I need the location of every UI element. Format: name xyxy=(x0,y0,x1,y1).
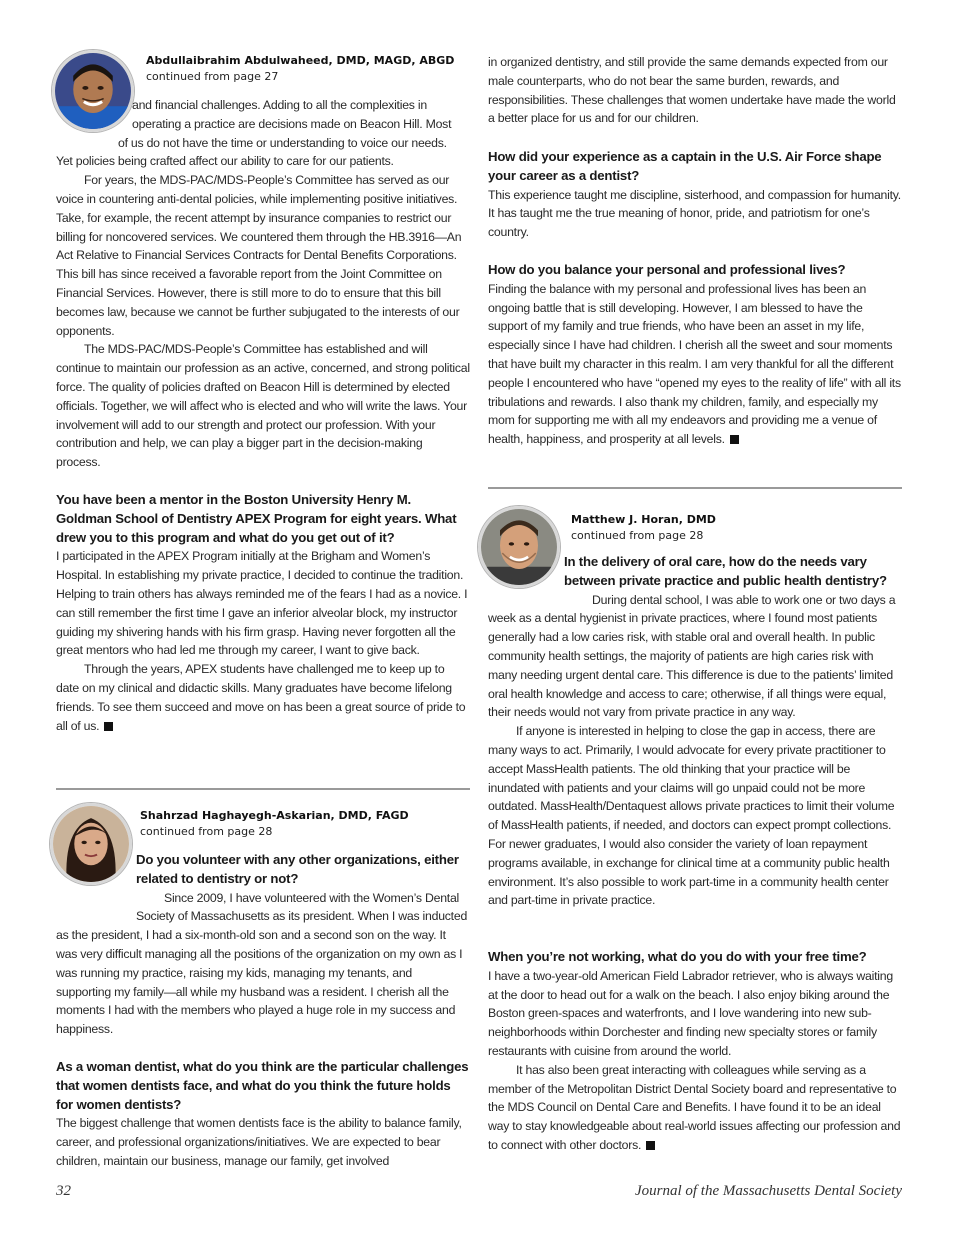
paragraph: I participated in the APEX Program initially at the Brigham and Women’s Hospital. In establishing my private practice, I decided to continue the tradition. Helping to train others has always reminded me of the fears I had as a novice. I can still remember the first time I gave an inferior alveolar block, my instructor guiding my shivering hands with his firm grasp. Having never forgotten all the great mentors who had led me through my career, I want to give back. xyxy=(56,549,468,658)
paragraph: I have a two-year-old American Field Labrador retriever, who is always waiting at the door to head out for a walk on the beach. I also enjoy biking around the Boston green-spaces and waterfronts, and I love wandering into new sub-neighborhoods within Dorchester and finding new specialty stores or family restaurants with cuisine from around the world. xyxy=(488,968,893,1058)
end-mark-icon xyxy=(104,722,113,731)
paragraph-line: and financial challenges. Adding to all the complexities in xyxy=(132,98,427,112)
question-heading: As a woman dentist, what do you think are the particular challenges that women dentists face, and what do you think the future holds for women dentists? xyxy=(56,1059,469,1112)
byline-name-haghayegh-askarian: Shahrzad Haghayegh-Askarian, DMD, FAGD xyxy=(140,809,409,822)
journal-title: Journal of the Massachusetts Dental Society xyxy=(634,1183,902,1199)
question-heading: When you’re not working, what do you do with your free time? xyxy=(488,949,867,964)
paragraph-text: Through the years, APEX students have challenged me to keep up to date on my clinical and didactic skills. Many graduates have become lifelong friends. To see them succeed and move on has been a great source of pride to all of us. xyxy=(56,662,466,733)
question-heading: You have been a mentor in the Boston University Henry M. Goldman School of Dentistry APEX Program for eight years. What drew you to this program and what do you get out of it? xyxy=(56,492,457,545)
paragraph xyxy=(488,280,902,449)
paragraph: During dental school, I was able to work one or two days a week as a dental hygienist in private practices, where I found most patients generally had a low caries risk, with stable oral and overall health. In public community health settings, the majority of patients are high caries risk with many needing urgent dental care. This difference is due to the patients’ limited oral health knowledge and access to care; otherwise, if all things were equal, their needs would not vary from private practice in any way. xyxy=(488,592,896,720)
end-mark-icon xyxy=(730,435,739,444)
paragraph: in organized dentistry, and still provide the same demands expected from our male counterparts, who do not bear the same burden, rewards, and responsibilities. These challenges that women undertake have made the world a better place for us and for our children. xyxy=(488,55,896,126)
question-heading: How do you balance your personal and professional lives? xyxy=(488,262,846,277)
paragraph-line: operating a practice are decisions made on Beacon Hill. Most xyxy=(132,116,452,131)
paragraph xyxy=(56,660,470,735)
question-heading: In the delivery of oral care, how do the needs vary between private practice and public health dentistry? xyxy=(564,554,887,588)
paragraph-line: Yet policies being crafted affect our ability to care for our patients. xyxy=(56,154,394,169)
paragraph-text: Finding the balance with my personal and professional lives has been an ongoing battle that is still developing. However, I am blessed to have the support of my family and true friends, who have been an asset in my life, especially since I have had children. I cherish all the sweet and sour moments that have built my character in this realm. I am very thankful for all the different people I encountered who have “opened my eyes to the reality of life” with all its tribulations and rewards. I also thank my children, family, and especially my mom for supporting me with all my endeavors and providing me a venue of health, happiness, and prosperity at all levels. xyxy=(488,281,901,447)
section-divider xyxy=(56,788,470,790)
paragraph: The MDS-PAC/MDS-People’s Committee has established and will continue to maintain our profession as an active, concerned, and strong political force. The quality of policies drafted on Beacon Hill is determined by elected officials. Together, we will affect who is elected and who will write the laws. Your involvement will add to our strength and protect our profession. With your contribution and help, we can play a bigger part in the decision-making process. xyxy=(56,342,470,470)
paragraph: For years, the MDS-PAC/MDS-People’s Committee has served as our voice in countering anti-dental policies, while implementing positive initiatives. Take, for example, the recent attempt by insurance companies to restrict our billing for noncovered services. We countered them through the HB.3916—An Act Relative to Financial Services Contracts for Dental Benefits Corporations. This bill has since received a favorable report from the Joint Committee on Financial Services. However, there is still more to do to ensure that this bill becomes law, because we cannot be further subjugated to the interests of our opponents. xyxy=(56,173,462,338)
question-heading: How did your experience as a captain in the U.S. Air Force shape your career as a dentist? xyxy=(488,149,882,183)
byline-name-abdulwaheed: Abdullaibrahim Abdulwaheed, DMD, MAGD, ABGD xyxy=(146,54,455,67)
question-heading: Do you volunteer with any other organizations, either related to dentistry or not? xyxy=(136,852,459,886)
paragraph-text: It has also been great interacting with colleagues while serving as a member of the Metropolitan District Dental Society board and representative to the MDS Council on Dental Care and Benefits. I have found it to be an ideal way to stay knowledgeable about real-world issues affecting our profession and to connect with other doctors. xyxy=(488,1062,901,1152)
paragraph: Since 2009, I have volunteered with the Women’s Dental Society of Massachusetts as its president. When I was inducted as the president, I had a six-month-old son and a second son on the way. It was very difficult managing all the positions of the organization on my own as I was running my practice, raising my kids, managing my tenants, and supporting my family—all while my husband was a resident. I cherish all the moments I had with the members who played a huge role in my success and happiness. xyxy=(56,890,468,1037)
paragraph: If anyone is interested in helping to close the gap in access, there are many ways to act. Primarily, I would advocate for every private practitioner to accept MassHealth patients. The old thinking that your practice will be inundated with patients and your claims will go unpaid could not be more outdated. MassHealth/Dentaquest allows private practices to limit their volume of MassHealth patients, if needed, and doctors can expect prompt collections. For newer graduates, I would also consider the variety of loan repayment programs available, in exchange for clinical time at a community public health environment. It’s also possible to work part-time in a community health center and part-time in private practice. xyxy=(488,724,895,908)
end-mark-icon xyxy=(646,1141,655,1150)
byline-continued: continued from page 27 xyxy=(146,70,279,83)
byline-continued: continued from page 28 xyxy=(571,529,704,542)
avatar-wrap-spacer xyxy=(56,851,136,919)
section-divider xyxy=(488,487,902,489)
paragraph: This experience taught me discipline, sisterhood, and compassion for humanity. It has taught me the true meaning of honor, pride, and patriotism for one’s country. xyxy=(488,187,901,240)
paragraph-line: of us do not have the time or understanding to voice our needs. xyxy=(118,135,447,150)
byline-continued: continued from page 28 xyxy=(140,825,273,838)
paragraph: The biggest challenge that women dentists face is the ability to balance family, career, and professional organizations/initiatives. We are expected to bear children, maintain our business, manage our family, get involved xyxy=(56,1116,462,1168)
byline-name-horan: Matthew J. Horan, DMD xyxy=(571,513,716,526)
paragraph xyxy=(488,1061,902,1155)
avatar-wrap-spacer xyxy=(488,553,564,591)
page-number: 32 xyxy=(56,1183,71,1199)
